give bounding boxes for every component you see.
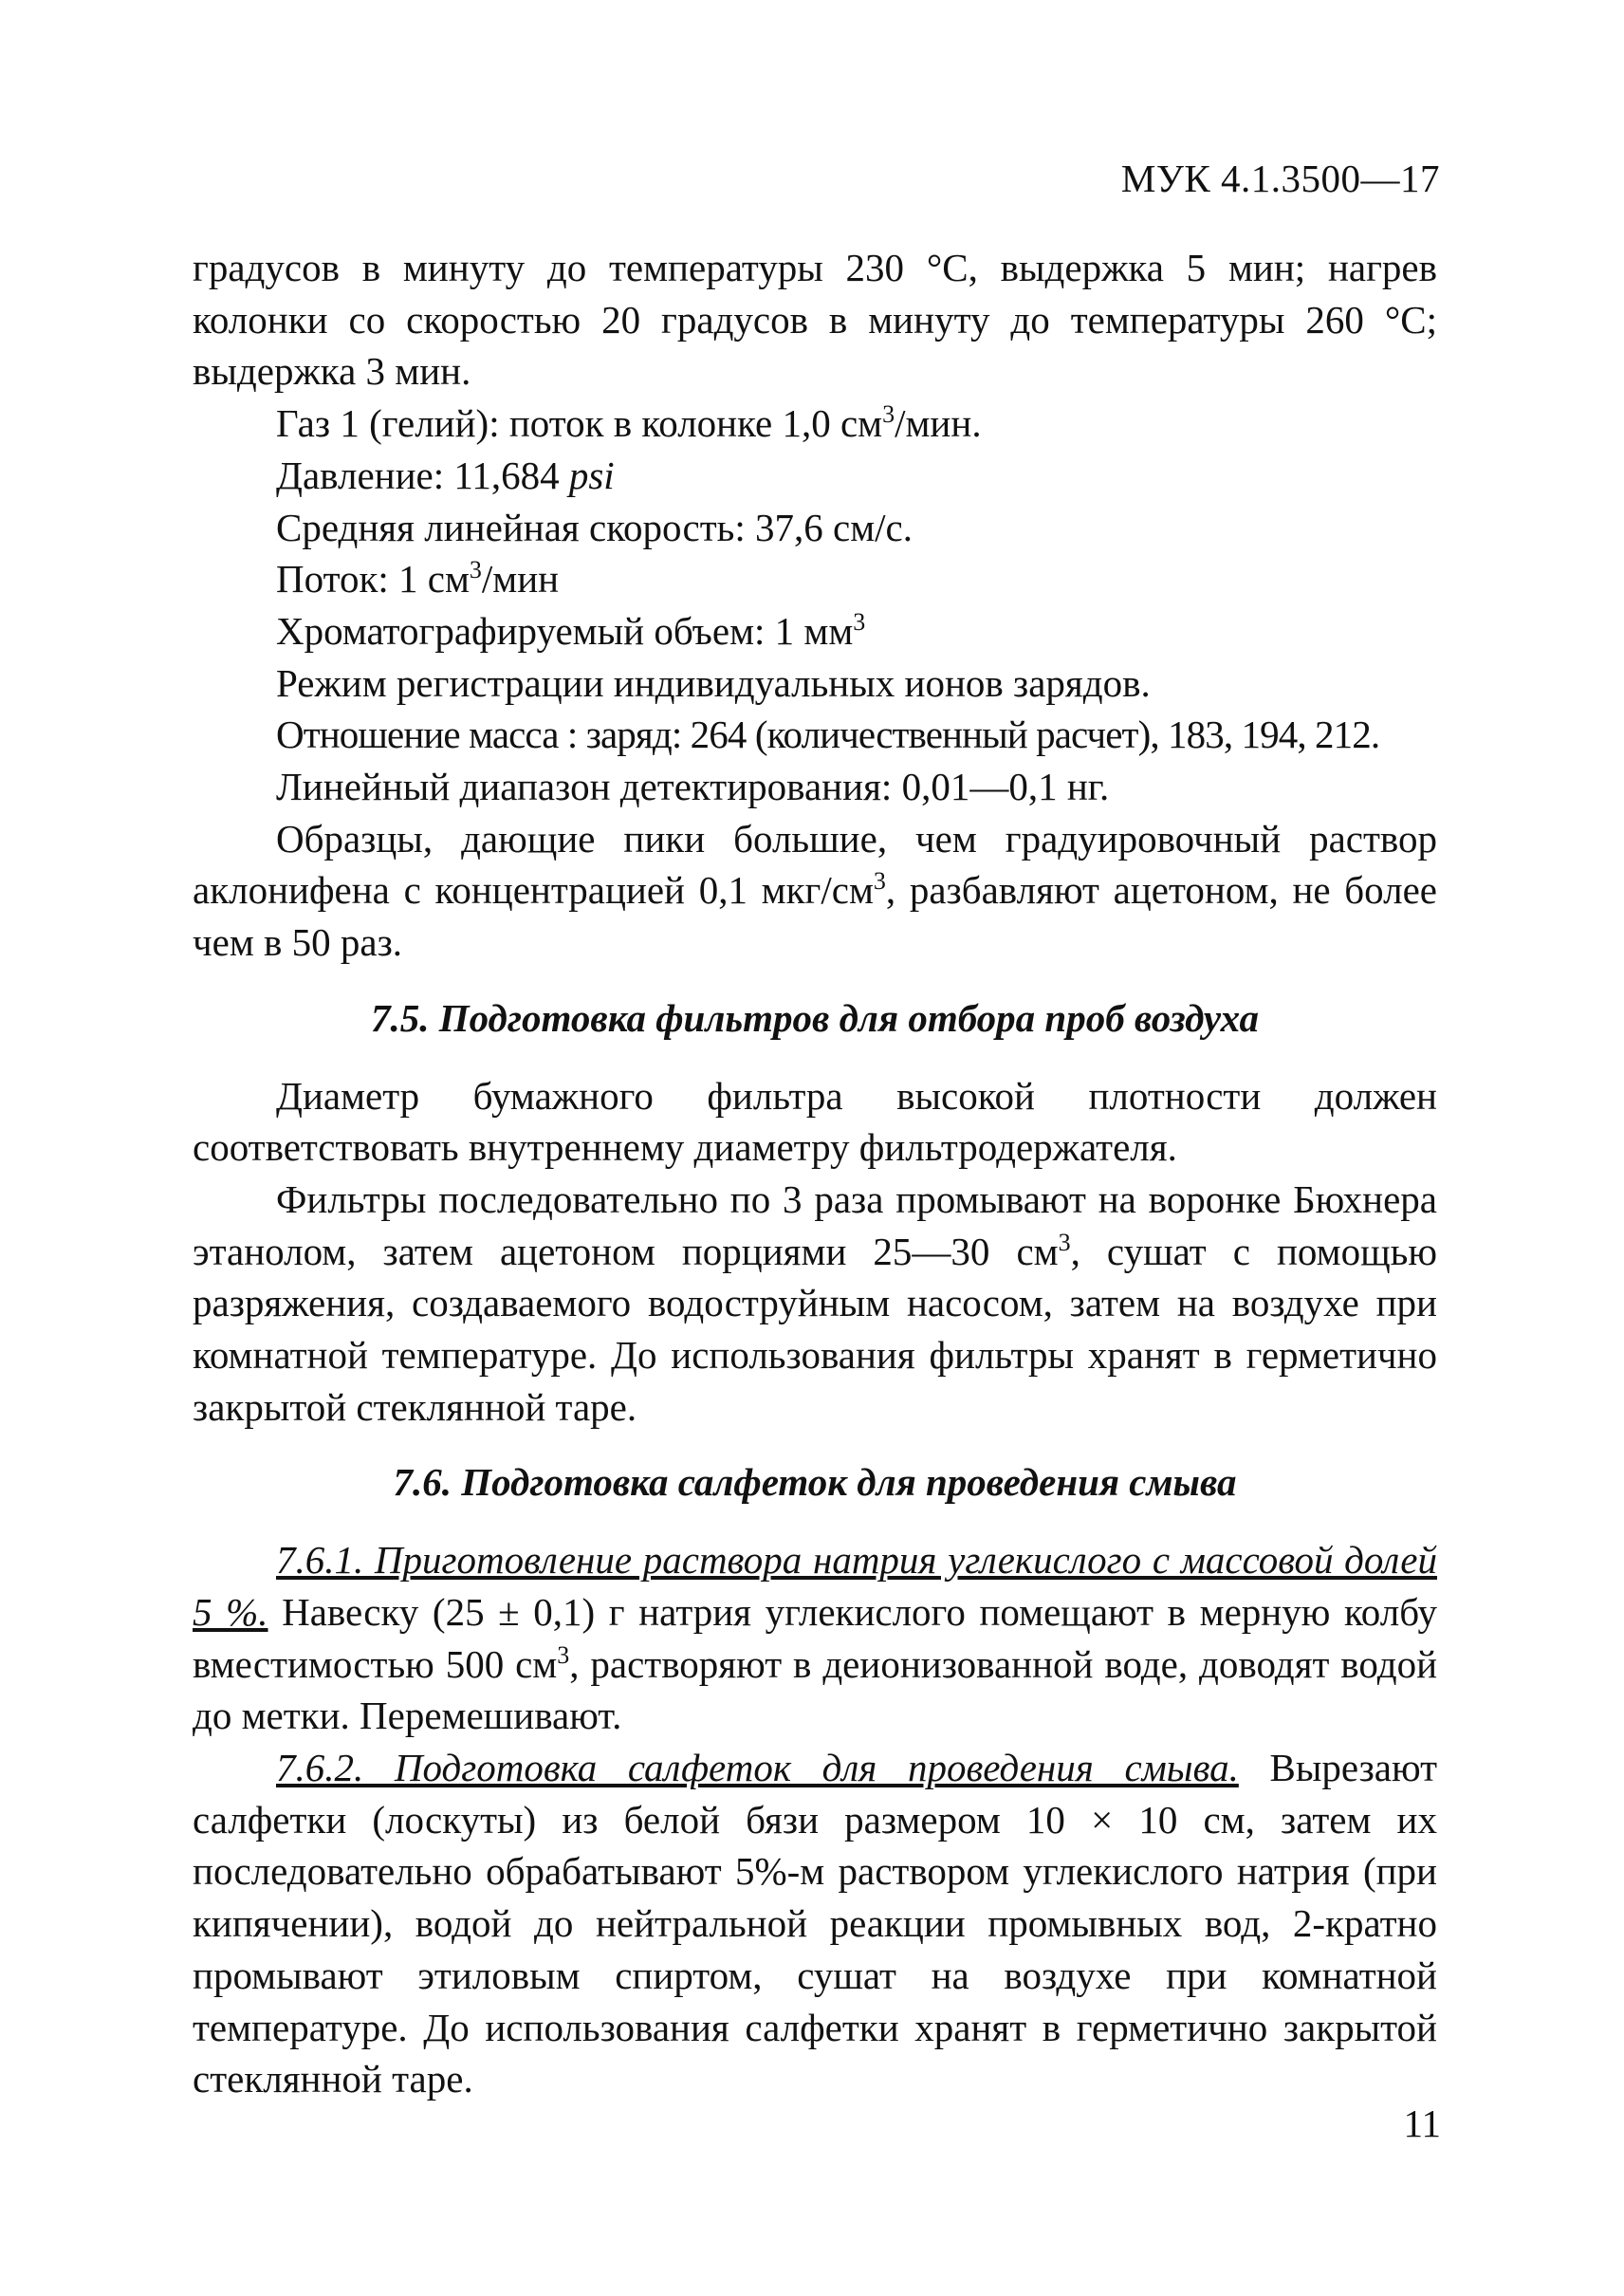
section-7-6-1-paragraph: 7.6.1. Приготовление раствора натрия углекислого с массовой долей 5 %. Навеску (25 ± 0,1) г натрия углекислого помещают в мерную колбу вместимостью 500 $см^3$, растворяют в деионизованной воде, доводят водой до метки. Перемешивают. [193, 1538, 1438, 1738]
gas-line: Газ 1 (гелий): поток в колонке 1,0 $см^3$/мин. [276, 400, 982, 446]
section-7-6-heading: 7.6. Подготовка салфеток для проведения смыва [393, 1460, 1237, 1505]
mass-ratio-line: Отношение масса : заряд: 264 (количественный расчет), 183, 194, 212. [276, 713, 1380, 757]
dilution-paragraph: Образцы, дающие пики большие, чем градуировочный раствор аклонифена с концентрацией 0,1 мкг/$см^3$, разбавляют ацетоном, не более чем в 50 раз. [193, 816, 1437, 965]
page-number: 11 [1403, 2102, 1441, 2145]
velocity-line: Средняя линейная скорость: 37,6 см/с. [276, 505, 913, 549]
page-body [193, 242, 1437, 2105]
section-7-5-paragraph-1: Диаметр бумажного фильтра высокой плотности должен соответствовать внутреннему диаметру фильтродержателя. [193, 1073, 1437, 1170]
section-7-5-heading: 7.5. Подготовка фильтров для отбора проб воздуха [370, 995, 1260, 1040]
section-7-6-2-paragraph: 7.6.2. Подготовка салфеток для проведения смыва. Вырезают салфетки (лоскуты) из белой бязи размером 10 × 10 см, затем их последовательно обрабатывают 5%-м раствором углекислого натрия (при кипячении), водой до нейтральной реакции промывных вод, 2-кратно промывают этиловым спиртом, сушат на воздухе при комнатной температуре. До использования салфетки хранят в герметично закрытой стеклянной таре. [193, 1745, 1437, 2102]
paragraph-continuation: градусов в минуту до температуры 230 °С, выдержка 5 мин; нагрев колонки со скоростью 20 градусов в минуту до температуры 260 °С; выдержка 3 мин. [193, 246, 1437, 394]
subsection-7-6-2-title: 7.6.2. Подготовка салфеток для проведения смыва. [276, 1745, 1239, 1789]
linear-range-line: Линейный диапазон детектирования: 0,01—0,1 нг. [276, 765, 1110, 809]
flow-line: Поток: 1 $см^3$/мин [276, 556, 560, 602]
volume-line: Хроматографируемый объем: 1 $мм^3$ [276, 607, 866, 653]
pressure-line: Давление: 11,684 psi [276, 453, 615, 497]
mode-line: Режим регистрации индивидуальных ионов зарядов. [276, 660, 1151, 705]
document-id: МУК 4.1.3500—17 [1120, 157, 1440, 200]
section-7-5-paragraph-2: Фильтры последовательно по 3 раза промывают на воронке Бюхнера этанолом, затем ацетоном порциями 25—30 $см^3$, сушат с помощью разряжения, создаваемого водоструйным насосом, затем на воздухе при комнатной температуре. До использования фильтры хранят в герметично закрытой стеклянной таре. [193, 1176, 1437, 1429]
subsection-7-6-1-title: 7.6.1. Приготовление раствора натрия углекислого с массовой долей 5 %. [193, 1538, 1437, 1634]
